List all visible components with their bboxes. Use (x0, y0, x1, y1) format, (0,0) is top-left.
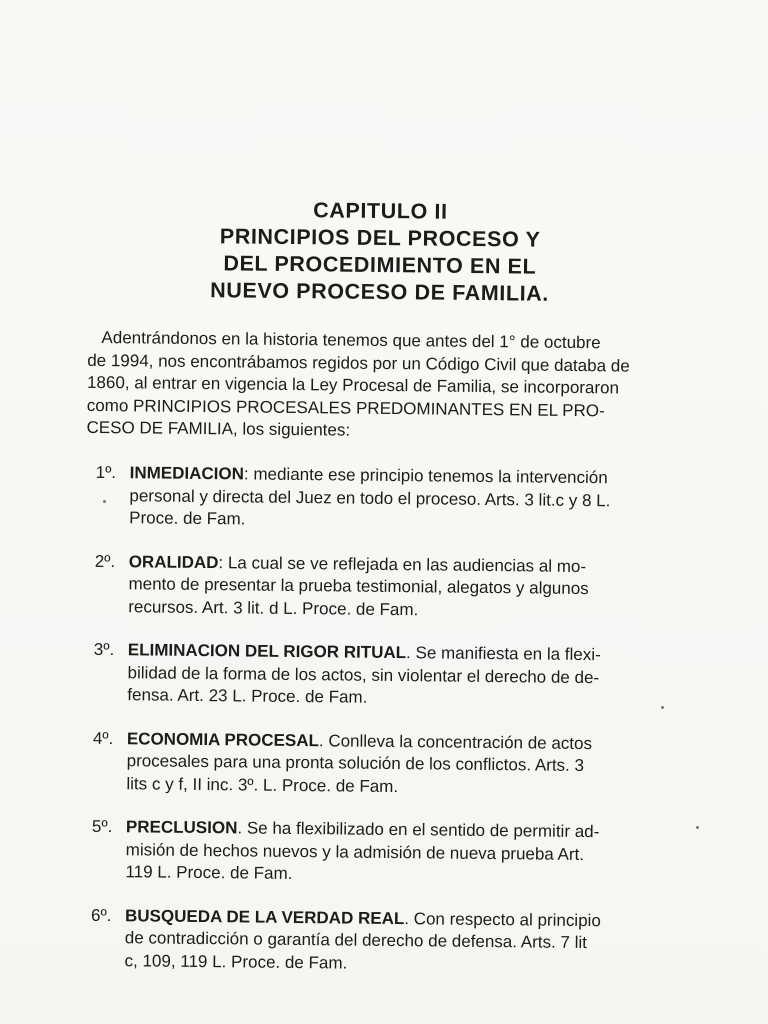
item-number: 4º. (92, 728, 114, 748)
list-item (94, 550, 695, 624)
list-item (95, 462, 696, 536)
item-text-line: : mediante ese principio tenemos la intervención (243, 464, 608, 488)
item-text-line: fensa. Art. 23 L. Proce. de Fam. (127, 685, 368, 707)
item-text-line: de contradicción o garantía del derecho de defensa. Arts. 7 lit (124, 928, 588, 953)
scan-speck (661, 706, 664, 709)
intro-paragraph (86, 327, 687, 446)
item-text-line: misión de hechos nuevos y la admisión de nueva prueba Art. (125, 839, 585, 864)
item-text-line: Proce. de Fam. (129, 508, 246, 529)
intro-line: 1860, al entrar en vigencia la Ley Procesal de Familia, se incorporaron (86, 372, 620, 398)
intro-line: CESO DE FAMILIA, los siguientes: (86, 417, 351, 440)
item-text-line: c, 109, 119 L. Proce. de Fam. (124, 950, 348, 973)
list-item (93, 639, 694, 713)
item-term: ELIMINACION DEL RIGOR RITUAL (127, 640, 407, 663)
item-text-line: . Conlleva la concentración de actos (318, 730, 593, 753)
chapter-number: CAPITULO II (313, 198, 448, 224)
item-term: INMEDIACION (129, 463, 245, 484)
intro-line: Adentrándonos en la historia tenemos que antes del 1° de octubre (101, 328, 601, 353)
item-text-line: mento de presentar la prueba testimonial, alegatos y algunos (128, 574, 589, 599)
item-number: 6º. (90, 905, 112, 925)
item-number: 1º. (95, 462, 117, 483)
item-text-line: 119 L. Proce. de Fam. (125, 862, 293, 883)
item-number: 5º. (91, 816, 113, 837)
chapter-title-line-2: DEL PROCEDIMIENTO EN EL (223, 251, 537, 279)
item-text-line: . Se manifiesta en la flexi- (406, 643, 601, 665)
intro-line: como PRINCIPIOS PROCESALES PREDOMINANTES EN EL PRO- (86, 395, 605, 420)
item-term: ECONOMIA PROCESAL (126, 728, 320, 750)
item-text-line: . Se ha flexibilizado en el sentido de permitir ad- (237, 818, 600, 842)
item-term: ORALIDAD (128, 551, 219, 572)
item-text-line: procesales para una pronta solución de los conflictos. Arts. 3 (126, 751, 585, 776)
scan-speck (103, 500, 106, 503)
list-item (92, 727, 693, 801)
chapter-title-line-3: NUEVO PROCESO DE FAMILIA. (210, 278, 550, 306)
chapter-heading (109, 195, 650, 309)
item-text-line: recursos. Art. 3 lit. d L. Proce. de Fam. (128, 596, 419, 619)
list-item (90, 904, 691, 978)
principles-list (90, 462, 696, 999)
item-term: PRECLUSION (125, 817, 238, 838)
intro-line: de 1994, nos encontrábamos regidos por un Código Civil que databa de (87, 350, 630, 376)
chapter-title-line-1: PRINCIPIOS DEL PROCESO Y (219, 224, 541, 252)
item-number: 3º. (93, 639, 115, 660)
item-text-line: : La cual se ve reflejada en las audiencias al mo- (218, 552, 587, 576)
item-term: BUSQUEDA DE LA VERDAD REAL (124, 905, 405, 928)
item-text-line: lits c y f, II inc. 3º. L. Proce. de Fam. (126, 773, 399, 796)
scan-speck (696, 826, 699, 829)
item-text-line: bilidad de la forma de los actos, sin violentar el derecho de de- (127, 662, 600, 687)
item-text-line: . Con respecto al principio (404, 908, 601, 930)
list-item (91, 816, 692, 890)
item-number: 2º. (94, 551, 116, 571)
item-text-line: personal y directa del Juez en todo el proceso. Arts. 3 lit.c y 8 L. (129, 485, 611, 510)
